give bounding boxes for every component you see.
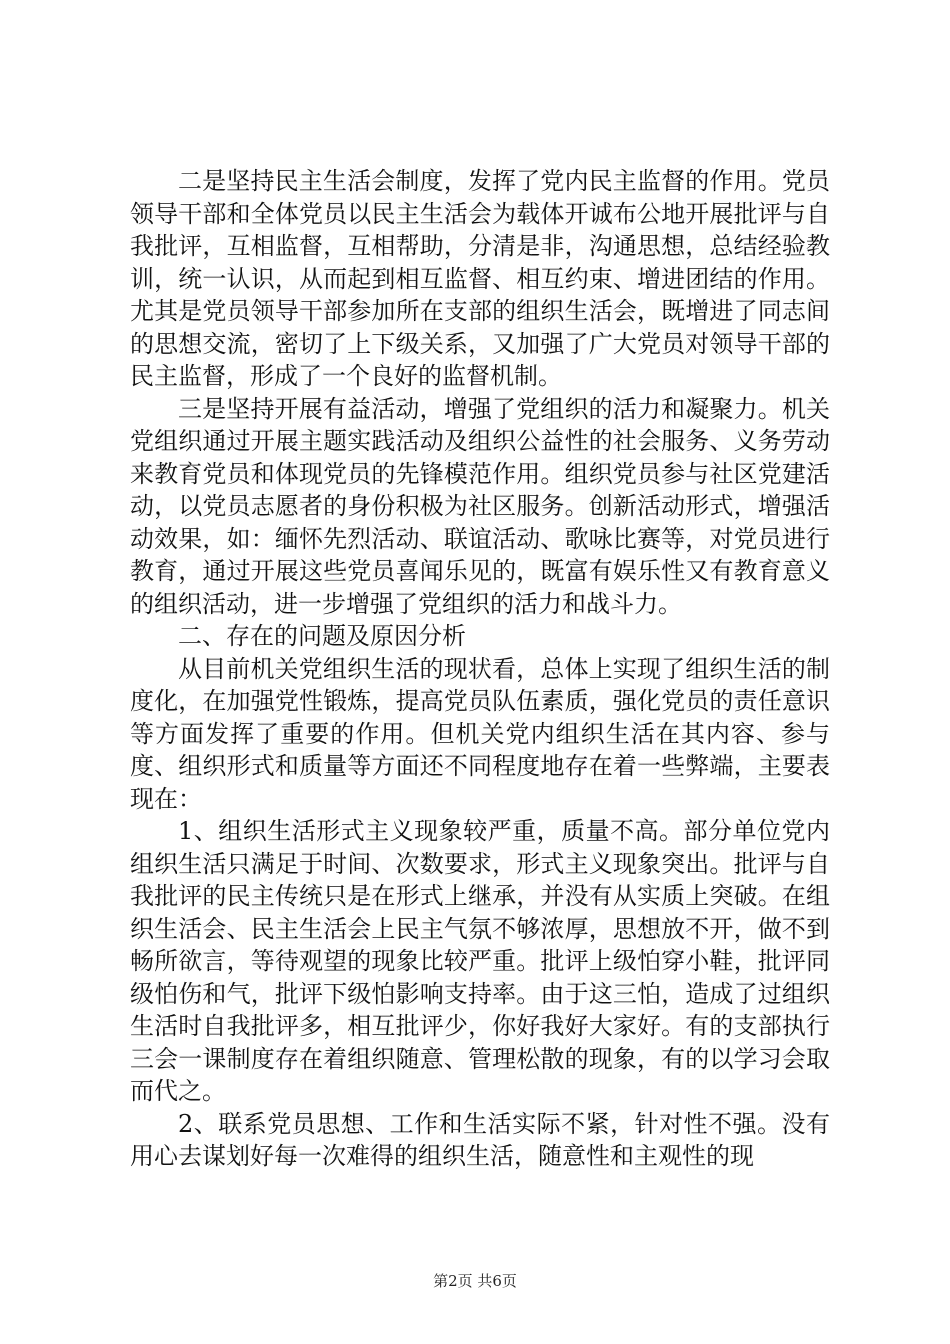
section-heading-problems: 二、存在的问题及原因分析 — [178, 622, 466, 650]
paragraph-beneficial-activities: 三是坚持开展有益活动，增强了党组织的活力和凝聚力。机关党组织通过开展主题实践活动及组织公益性的社会服务、义务劳动来教育党员和体现党员的先锋模范作用。组织党员参与社区党建活动，以党员志愿者的身份积极为社区服务。创新活动形式，增强活动效果，如：缅怀先烈活动、联谊活动、歌咏比赛等，对党员进行教育，通过开展这些党员喜闻乐见的，既富有娱乐性又有教育意义的组织活动，进一步增强了党组织的活力和战斗力。 — [130, 394, 830, 618]
paragraph-practical-connection: 2、联系党员思想、工作和生活实际不紧，针对性不强。没有用心去谋划好每一次难得的组织生活，随意性和主观性的现 — [130, 1109, 830, 1170]
page-number-footer: 第2页 共6页 — [433, 1272, 517, 1290]
paragraph-current-status: 从目前机关党组织生活的现状看，总体上实现了组织生活的制度化，在加强党性锻炼，提高党员队伍素质，强化党员的责任意识等方面发挥了重要的作用。但机关党内组织生活在其内容、参与度、组织形式和质量等方面还不同程度地存在着一些弊端，主要表现在： — [130, 654, 830, 813]
paragraph-democratic-life: 二是坚持民主生活会制度，发挥了党内民主监督的作用。党员领导干部和全体党员以民主生活会为载体开诚布公地开展批评与自我批评，互相监督，互相帮助，分清是非，沟通思想，总结经验教训，统一认识，从而起到相互监督、相互约束、增进团结的作用。尤其是党员领导干部参加所在支部的组织生活会，既增进了同志间的思想交流，密切了上下级关系，又加强了广大党员对领导干部的民主监督，形成了一个良好的监督机制。 — [130, 167, 830, 390]
paragraph-formalism: 1、组织生活形式主义现象较严重，质量不高。部分单位党内组织生活只满足于时间、次数要求，形式主义现象突出。批评与自我批评的民主传统只是在形式上继承，并没有从实质上突破。在组织生活会、民主生活会上民主气氛不够浓厚，思想放不开，做不到畅所欲言，等待观望的现象比较严重。批评上级怕穿小鞋，批评同级怕伤和气，批评下级怕影响支持率。由于这三怕，造成了过组织生活时自我批评多，相互批评少，你好我好大家好。有的支部执行三会一课制度存在着组织随意、管理松散的现象，有的以学习会取而代之。 — [130, 817, 830, 1105]
document-body — [130, 165, 830, 1173]
